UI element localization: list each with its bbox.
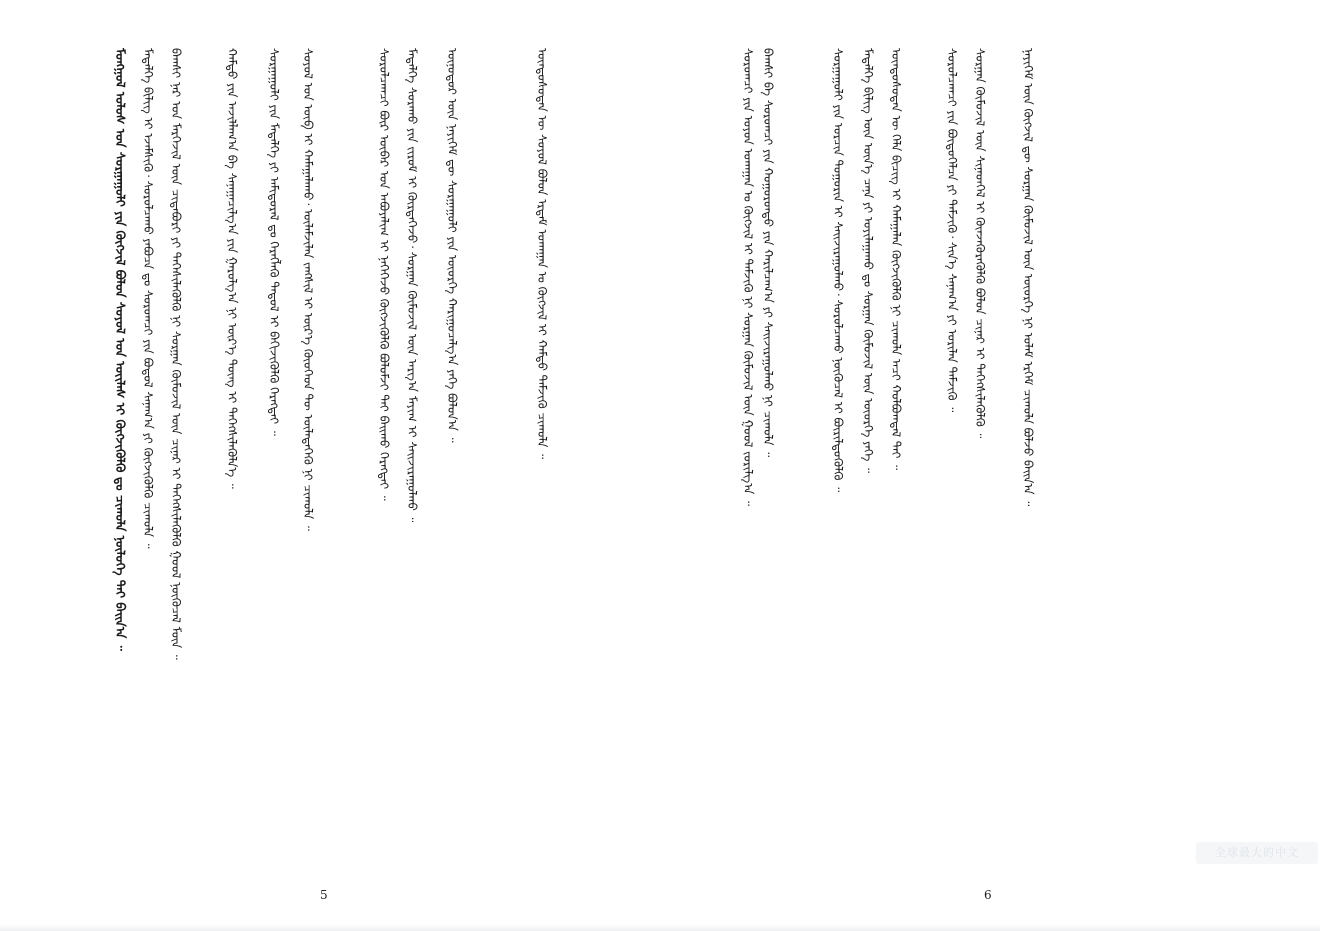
watermark-badge: 全球最大的中文 xyxy=(1196,842,1318,864)
text-column: ᠮᠡᠳᠡᠯᠭᠡ ᠰᠤᠷᠠᠬᠤ ᠶᠢᠨ ᠵᠢᠷᠤᠮ ᠢ ᠬᠦᠷᠳᠡᠭᠡᠵᠦ᠂ ᠰᠤᠷᠭᠠᠨ ᠬᠦᠮᠦᠵᠢᠯ ᠦᠨ ᠠᠷᠭ᠎ᠠ ᠮᠠᠶᠢᠭ ᠢ ᠰᠠᠢᠵᠢᠷᠠᠭᠤᠯᠬᠤ ᠃ xyxy=(405,48,419,523)
text-column: ᠰᠤᠷᠭᠠᠭᠤᠯᠢ ᠶᠢᠨ ᠮᠡᠳᠡᠯᠭᠡ ᠶᠢ ᠠᠮᠢᠳᠤᠷᠠᠯ ᠳᠤ ᠬᠡᠷᠡᠭᠯᠡᠬᠦ ᠳᠠᠳᠤᠯ ᠢ ᠪᠡᠬᠢᠵᠢᠭᠦᠯᠬᠦ ᠬᠡᠷᠡᠭᠲᠡᠢ ᠃ xyxy=(267,48,281,436)
page-number: 5 xyxy=(320,888,328,902)
text-column: ᠮᠡᠳᠡᠯᠭᠡ ᠪᠢᠯᠢᠭ ᠦᠨ ᠦᠨ᠎ᠡ ᠴᠡᠨᠡ ᠶᠢ ᠣᠶᠢᠯᠠᠭᠠᠬᠤ ᠳᠤ ᠰᠤᠷᠭᠠᠨ ᠬᠦᠮᠦᠵᠢᠯ ᠦᠨ ᠦᠦᠷᠭᠡ ᠶᠡᠬᠡ ᠃ xyxy=(861,48,875,473)
page-edge-shadow xyxy=(0,924,1320,931)
text-column: ᠬᠠᠮᠲᠤ ᠶᠢᠨ ᠠᠵᠢᠯᠯᠠᠭ᠎ᠠ ᠪᠠ ᠰᠠᠨᠠᠭᠠᠴᠢᠯᠭ᠎ᠠ ᠶᠢᠨ ᠭᠠᠷᠤᠯᠭ᠎ᠠ ᠨᠢ ᠦᠷ᠎ᠡ ᠳᠦᠩ ᠢ ᠳᠡᠭᠡᠭᠰᠢᠯᠡᠭᠦᠯᠨ᠎ᠡ ᠃ xyxy=(225,48,239,489)
text-column: ᠨᠡᠶᠢᠭᠡᠮ ᠦᠨ ᠬᠥᠭᠵᠢᠯ ᠳᠦ ᠰᠤᠷᠭᠠᠨ ᠬᠦᠮᠦᠵᠢᠯ ᠦᠨ ᠦᠦᠷᠭᠡ ᠨᠢ ᠤᠯᠠᠮ ᠡᠷᠬᠡᠮ ᠴᠢᠬᠤᠯᠠ ᠪᠣᠯᠵᠤ ᠪᠠᠢᠨ᠎ᠠ ᠃ xyxy=(1021,48,1035,507)
text-column: ᠥᠨᠥᠳᠥᠷ ᠦᠨ ᠨᠡᠶᠢᠭᠡᠮ ᠳᠦ ᠰᠤᠷᠭᠠᠭᠤᠯᠢ ᠶᠢᠨ ᠦᠦᠷᠭᠡ ᠬᠠᠷᠢᠭᠤᠴᠠᠯᠭ᠎ᠠ ᠶᠡᠬᠡ ᠪᠣᠯᠤᠨ᠎ᠠ ᠃ xyxy=(445,48,459,443)
text-column: ᠰᠤᠷᠭᠠᠨ ᠬᠦᠮᠦᠵᠢᠯ ᠦᠨ ᠰᠢᠨᠡᠳᠭᠡᠯ ᠢ ᠭᠦᠨᠵᠡᠭᠦᠷᠡᠭᠦᠯᠬᠦ ᠪᠣᠯᠤᠨ ᠴᠢᠨᠠᠷ ᠢ ᠳᠡᠭᠡᠭᠰᠢᠯᠡᠭᠦᠯᠬᠦ ᠃ xyxy=(973,48,987,439)
text-column: ᠦᠨᠳᠦᠰᠦᠲᠡᠨ ᠦ ᠰᠣᠶᠤᠯ ᠪᠣᠯᠤᠨ ᠡᠷᠳᠡᠮ ᠤᠬᠠᠭᠠᠨ ᠤ ᠬᠥᠭᠵᠢᠯ ᠢ ᠬᠠᠮᠲᠤ ᠳᠡᠮᠵᠢᠬᠦ ᠴᠢᠬᠤᠯᠠ ᠃ xyxy=(535,48,549,460)
text-column: ᠰᠣᠶᠤᠯ ᠤᠨ ᠦᠪ ᠢ ᠬᠠᠮᠠᠭᠠᠯᠠᠬᠤ᠂ ᠦᠯᠡᠮᠵᠢᠯᠡᠨ ᠵᠠᠩᠰᠢᠯ ᠢ ᠦᠷ᠎ᠡ ᠬᠦᠦᠬᠡᠳ ᠲᠦ ᠦᠯᠡᠳᠡᠭᠡᠬᠦ ᠨᠢ ᠴᠢᠬᠤᠯᠠ ᠃ xyxy=(301,48,315,531)
right-page xyxy=(660,0,1320,931)
page-number: 6 xyxy=(984,888,992,902)
text-column: ᠪᠠᠭᠰᠢ ᠪᠠ ᠰᠤᠷᠤᠭᠴᠢ ᠶᠢᠨ ᠬᠣᠭᠣᠷᠣᠨᠳᠤ ᠶᠢᠨ ᠬᠠᠷᠢᠯᠴᠠᠭ᠎ᠠ ᠶᠢ ᠰᠠᠢᠵᠢᠷᠠᠭᠤᠯᠬᠤ ᠨᠢ ᠴᠢᠬᠤᠯᠠ ᠃ xyxy=(761,48,775,458)
text-column: ᠪᠠᠭᠰᠢ ᠨᠠᠷ ᠤᠨ ᠮᠡᠷᠭᠡᠵᠢᠯ ᠦᠨ ᠴᠢᠳᠠᠪᠤᠷᠢ ᠶᠢ ᠳᠡᠭᠡᠰᠢᠯᠡᠭᠦᠯᠬᠦ ᠨᠢ ᠰᠤᠷᠭᠠᠨ ᠬᠦᠮᠦᠵᠢᠯ ᠦᠨ ᠴᠢᠨᠠᠷ ᠢ ᠳᠡᠭᠡᠭᠰᠢᠯᠡᠭᠦᠯᠬᠦ ᠭᠣᠣᠯ ᠨᠥᠬᠦᠴᠡᠯ ᠮᠥᠨ ᠃ xyxy=(169,48,183,660)
text-column: ᠮᠡᠳᠡᠯᠭᠡ ᠪᠢᠯᠢᠭ ᠢ ᠡᠵᠡᠮᠰᠢᠬᠦ᠂ ᠰᠤᠷᠤᠯᠴᠠᠬᠤ ᠶᠠᠪᠤᠴᠠ ᠳᠤ ᠰᠤᠷᠤᠭᠴᠢ ᠶᠢᠨ ᠪᠣᠳᠤᠯ ᠰᠠᠨᠠᠭ᠎ᠠ ᠶᠢ ᠬᠥᠭᠵᠢᠭᠦᠯᠬᠦ ᠴᠢᠬᠤᠯᠠ ᠃ xyxy=(141,48,155,549)
text-column: ᠰᠤᠷᠤᠯᠴᠠᠭᠴᠢ ᠶᠢᠨ ᠪᠦᠲᠦᠭᠡᠯᠴᠡ ᠶᠢ ᠳᠡᠮᠵᠢᠬᠦ᠂ ᠰᠢᠨ᠎ᠡ ᠰᠠᠨᠠᠭ᠎ᠠ ᠶᠢ ᠤᠷᠢᠯᠠᠨ ᠳᠡᠮᠵᠢᠬᠦ ᠃ xyxy=(945,48,959,413)
text-column: ᠰᠤᠷᠤᠭᠴᠢ ᠶᠢᠨ ᠣᠶᠤᠨ ᠤᠬᠠᠭᠠᠨ ᠤ ᠬᠥᠭᠵᠢᠯ ᠢ ᠳᠡᠮᠵᠢᠬᠦ ᠨᠢ ᠰᠤᠷᠭᠠᠨ ᠬᠦᠮᠦᠵᠢᠯ ᠦᠨ ᠭᠣᠣᠯ ᠵᠣᠷᠢᠯᠭ᠎ᠠ ᠃ xyxy=(741,48,755,506)
text-column: ᠰᠤᠷᠭᠠᠭᠤᠯᠢ ᠶᠢᠨ ᠣᠷᠴᠢᠨ ᠲᠣᠭᠣᠷᠢᠨ ᠢ ᠰᠠᠢᠵᠢᠷᠠᠭᠤᠯᠬᠤ᠂ ᠰᠤᠷᠤᠯᠴᠠᠬᠤ ᠨᠥᠬᠦᠴᠡᠯ ᠢ ᠪᠦᠷᠢᠯᠳᠦᠭᠦᠯᠬᠦ ᠃ xyxy=(831,48,845,493)
text-column: ᠮᠣᠩᠭᠣᠯ ᠤᠯᠤᠰ ᠤᠨ ᠰᠤᠷᠭᠠᠭᠤᠯᠢ ᠶᠢᠨ ᠬᠥᠭᠵᠢᠯ ᠪᠣᠯᠤᠨ ᠰᠣᠶᠤᠯ ᠤᠨ ᠦᠢᠯᠡᠰ ᠢ ᠬᠥᠭᠵᠢᠭᠦᠯᠬᠦ ᠳᠤ ᠴᠢᠬᠤᠯᠠ ᠨᠥᠯᠦᠭᠡ ᠲᠠᠢ ᠪᠠᠢᠨ᠎ᠠ ᠃ xyxy=(113,48,128,651)
text-column: ᠦᠨᠳᠦᠰᠦᠲᠡᠨ ᠦ ᠬᠡᠯᠡ ᠪᠢᠴᠢᠭ ᠢ ᠬᠠᠮᠠᠭᠠᠯᠠᠨ ᠬᠥᠭᠵᠢᠭᠦᠯᠬᠦ ᠨᠢ ᠴᠢᠬᠤᠯᠠ ᠠᠴᠢ ᠬᠣᠯᠪᠣᠭᠳᠠᠯ ᠲᠠᠢ ᠃ xyxy=(889,48,903,471)
text-column: ᠰᠤᠷᠤᠯᠴᠠᠭᠴᠢ ᠪᠦᠷ ᠥᠪᠡᠷ ᠤᠨ ᠠᠪᠤᠶᠠᠯᠢᠭ ᠢ ᠨᠡᠭᠡᠭᠡᠵᠦ ᠬᠥᠭᠵᠢᠭᠦᠯᠬᠦ ᠪᠣᠯᠤᠮᠵᠢ ᠲᠠᠢ ᠪᠠᠢᠬᠤ ᠬᠡᠷᠡᠭᠲᠡᠢ ᠃ xyxy=(377,48,391,501)
